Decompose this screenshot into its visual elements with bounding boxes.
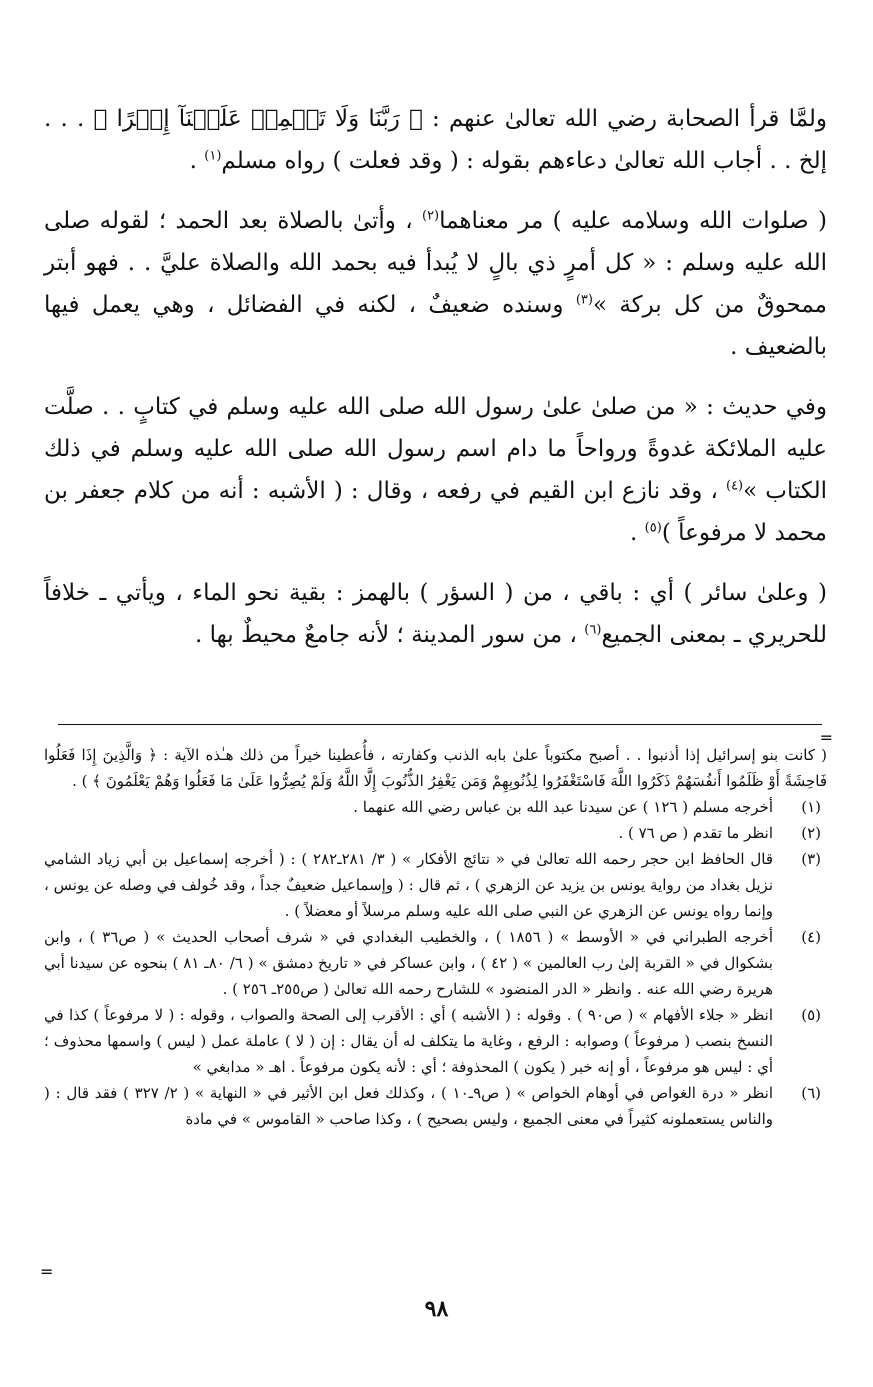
footnote-number: (٥) [801, 1006, 821, 1024]
footnote-text: قال الحافظ ابن حجر رحمه الله تعالىٰ في « نتائج الأفكار » ( ٣/ ٢٨١ـ٢٨٢ ) : ( أخرجه إسماعيل بن أبي زياد الشامي نزيل بغداد من رواية يونس بن يزيد عن الزهري ) ، ثم قال : ( وإسماعيل ضعيفٌ جداً ، وقد خُولف في وصله عن يونس ، وإنما رواه يونس عن الزهري عن النبي صلى الله عليه وسلم مرسلاً أو معضلاً ) . [44, 850, 773, 920]
footnote-ref-3[interactable]: (٣) [575, 292, 593, 308]
paragraph-3-text-b: ، وقد نازع ابن القيم في رفعه ، وقال : ( الأشبه : أنه من كلام جعفر بن محمد لا مرفوعاً ) [44, 478, 827, 546]
footnote-item [44, 820, 827, 846]
footnote-item [44, 846, 827, 924]
paragraph-3 [44, 386, 827, 554]
paragraph-1 [44, 98, 827, 182]
paragraph-3-text-a: وفي حديث : « من صلىٰ علىٰ رسول الله صلى الله عليه وسلم في كتابٍ . . صلَّت عليه الملائكة غدوةً ورواحاً ما دام اسم رسول الله صلى الله عليه وسلم في ذلك الكتاب » [44, 394, 827, 504]
continuation-mark-bottom: = [40, 1262, 54, 1281]
paragraph-2-text-b: ، وأتىٰ بالصلاة بعد الحمد ؛ لقوله صلى الله عليه وسلم : « كل أمرٍ ذي بالٍ لا يُبدأ فيه بحمد الله والصلاة عليَّ . . فهو أبتر ممحوقٌ من كل بركة » [44, 208, 827, 318]
footnote-number: (٦) [801, 1084, 821, 1102]
paragraph-2-text-a: ( صلوات الله وسلامه عليه ) مر معناهما [439, 208, 827, 234]
continuation-mark-top: = [819, 728, 833, 747]
paragraph-2-text-c: وسنده ضعيفٌ ، لكنه في الفضائل ، وهي يعمل فيها بالضعيف . [44, 292, 827, 360]
paragraph-1-text: ولمَّا قرأ الصحابة رضي الله تعالىٰ عنهم : ﴿ رَبَّنَا وَلَا تَحۡمِلۡ عَلَيۡنَآ إِصۡرًا ﴾ . . . إلخ . . أجاب الله تعالىٰ دعاءهم بقوله : ( وقد فعلت ) رواه مسلم [44, 106, 827, 174]
footnote-text: انظر « درة الغواص في أوهام الخواص » ( ص٩ـ١٠ ) ، وكذلك فعل ابن الأثير في « النهاية » ( ٢/ ٣٢٧ ) فقد قال : ( والناس يستعملونه كثيراً في معنى الجميع ، وليس بصحيح ) ، وكذا صاحب « القاموس » في مادة [44, 1084, 774, 1128]
footnote-number: (٢) [801, 824, 821, 842]
footnote-ref-1[interactable]: (١) [204, 148, 222, 164]
footnote-number: (١) [801, 798, 821, 816]
main-text [44, 98, 827, 674]
paragraph-4-text-a: ( وعلىٰ سائر ) أي : باقي ، من ( السؤر ) بالهمز : بقية نحو الماء ، ويأتي ـ خلافاً للحريري ـ بمعنى الجميع [44, 580, 827, 648]
footnotes [44, 742, 827, 1132]
footnote-text: أخرجه مسلم ( ١٢٦ ) عن سيدنا عبد الله بن عباس رضي الله عنهما . [353, 798, 773, 816]
paragraph-3-end: . [630, 520, 645, 546]
footnote-text: انظر « جلاء الأفهام » ( ص٩٠ ) . وقوله : ( الأشبه ) أي : الأقرب إلى الصحة والصواب ، وقوله : ( لا مرفوعاً ) كذا في النسخ بنصب ( مرفوعاً ) وصوابه : الرفع ، وغاية ما يتكلف له أن يقال : إن ( لا ) عاملة عمل ( ليس ) واسمها محذوف ؛ أي : ليس هو مرفوعاً ، أو إنه خبر ( يكون ) المحذوفة ؛ أي : لأنه يكون مرفوعاً . اهـ « مدابغي » [44, 1006, 773, 1076]
footnote-ref-4[interactable]: (٤) [725, 478, 744, 494]
footnote-list [44, 794, 827, 1132]
footnote-separator [58, 724, 822, 725]
footnote-continuation: ( كانت بنو إسرائيل إذا أذنبوا . . أصبح مكتوباً علىٰ بابه الذنب وكفارته ، فأُعطينا خيراً من ذلك هـٰذه الآية : ﴿ وَالَّذِينَ إِذَا فَعَلُوا فَاحِشَةً أَوْ ظَلَمُوا أَنفُسَهُمْ ذَكَرُوا اللَّهَ فَاسْتَغْفَرُوا لِذُنُوبِهِمْ وَمَن يَغْفِرُ الذُّنُوبَ إِلَّا اللَّهُ وَلَمْ يُصِرُّوا عَلَىٰ مَا فَعَلُوا وَهُمْ يَعْلَمُونَ ﴾ ) . [44, 746, 827, 790]
footnote-item [44, 1002, 827, 1080]
footnote-number: (٤) [801, 928, 821, 946]
page-number: ٩٨ [424, 1296, 449, 1322]
paragraph-1-end: . [189, 148, 205, 174]
footnote-text: أخرجه الطبراني في « الأوسط » ( ١٨٥٦ ) ، والخطيب البغدادي في « شرف أصحاب الحديث » ( ص٣٦ ) ، وابن بشكوال في « القربة إلىٰ رب العالمين » ( ٤٢ ) ، وابن عساكر في « تاريخ دمشق » ( ٦/ ٨٠ـ ٨١ ) بنحوه عن سيدنا أبي هريرة رضي الله عنه . وانظر « الدر المنضود » للشارح رحمه الله تعالىٰ ( ص٢٥٥ـ ٢٥٦ ) . [44, 928, 773, 998]
footnote-ref-6[interactable]: (٦) [584, 622, 602, 638]
footnote-item [44, 1080, 827, 1132]
footnote-item [44, 924, 827, 1002]
footnote-item [44, 794, 827, 820]
paragraph-4 [44, 572, 827, 656]
footnote-number: (٣) [801, 850, 821, 868]
footnote-text: انظر ما تقدم ( ص ٧٦ ) . [618, 824, 773, 842]
paragraph-2 [44, 200, 827, 368]
paragraph-4-text-b: ، من سور المدينة ؛ لأنه جامعٌ محيطٌ بها . [195, 622, 585, 648]
footnote-ref-2[interactable]: (٢) [421, 208, 440, 224]
footnote-ref-5[interactable]: (٥) [644, 520, 662, 536]
